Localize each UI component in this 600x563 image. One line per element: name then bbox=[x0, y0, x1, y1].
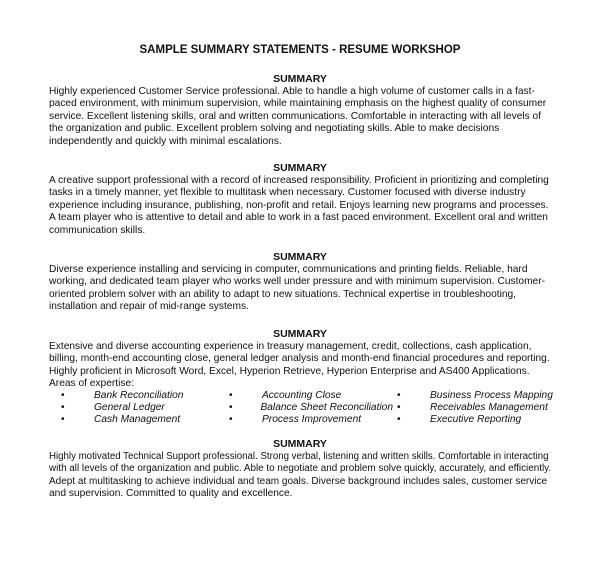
summary-heading: SUMMARY bbox=[273, 327, 327, 340]
bullet-icon: • bbox=[397, 390, 401, 402]
summary-heading: SUMMARY bbox=[273, 162, 327, 175]
summary-paragraph bbox=[49, 341, 551, 391]
summary-section bbox=[49, 251, 551, 314]
areas-label: Areas of expertise: bbox=[49, 377, 134, 389]
paragraph-line: with all levels of the organization and public. Able to negotiate and problem solve quickly, accurately, and efficiently. bbox=[49, 463, 552, 475]
expertise-label: Balance Sheet Reconciliation bbox=[260, 402, 393, 414]
bullet-icon: • bbox=[397, 402, 401, 414]
paragraph-line: Extensive and diverse accounting experience in treasury management, credit, collections, cash application, bbox=[49, 340, 532, 352]
paragraph-line: independently and quickly with minimal escalations. bbox=[49, 135, 282, 147]
bullet-icon: • bbox=[229, 413, 233, 425]
paragraph-line: billing, month-end accounting close, general ledger analysis and month-end financial procedures and reporting. bbox=[49, 353, 550, 365]
expertise-label: Accounting Close bbox=[262, 390, 342, 402]
bullet-icon: • bbox=[229, 390, 233, 402]
bullet-icon: • bbox=[229, 402, 233, 414]
paragraph-line: tasks in a timely manner, yet flexible to multitask when necessary. Customer focused with diverse industry bbox=[49, 187, 526, 199]
expertise-item bbox=[393, 414, 553, 426]
paragraph-line: communication skills. bbox=[49, 224, 146, 236]
paragraph-line: Highly motivated Technical Support professional. Strong verbal, listening and written skills. Comfortable in interacting bbox=[49, 450, 549, 462]
expertise-item bbox=[393, 390, 553, 402]
summary-section bbox=[49, 162, 551, 237]
summary-heading: SUMMARY bbox=[273, 251, 327, 264]
paragraph-line: A creative support professional with a record of increased responsibility. Proficient in prioritizing and completing bbox=[49, 175, 549, 187]
expertise-label: Bank Reconciliation bbox=[94, 390, 184, 402]
bullet-icon: • bbox=[61, 413, 65, 425]
expertise-item bbox=[225, 390, 393, 402]
bullet-icon: • bbox=[397, 413, 401, 425]
expertise-item bbox=[57, 402, 225, 414]
paragraph-line: A team player who is attentive to detail and able to work in a fast paced environment. Excellent oral and written bbox=[49, 212, 548, 224]
paragraph-line: paced environment, with minimum supervision, while maintaining emphasis on the highest quality of consumer bbox=[49, 98, 547, 110]
summary-section bbox=[49, 73, 551, 148]
expertise-label: General Ledger bbox=[94, 402, 165, 414]
summary-section bbox=[49, 438, 551, 501]
summary-heading: SUMMARY bbox=[273, 73, 327, 85]
summary-heading: SUMMARY bbox=[273, 437, 327, 450]
paragraph-line: working, and dedicated team player who works well under pressure and with minimum supervision. Customer- bbox=[49, 276, 546, 288]
expertise-label: Receivables Management bbox=[430, 402, 548, 414]
resume-document bbox=[0, 43, 600, 563]
expertise-label: Cash Management bbox=[94, 413, 181, 425]
paragraph-line: Highly experienced Customer Service professional. Able to handle a high volume of customer calls in a fast- bbox=[49, 86, 535, 97]
paragraph-line: Adept at multitasking to achieve individual and team goals. Diverse background includes sales, customer service bbox=[49, 475, 548, 487]
summary-section bbox=[49, 328, 551, 426]
bullet-icon: • bbox=[61, 390, 65, 402]
paragraph-line: service. Excellent listening skills, oral and written communications. Comfortable in interacting with all levels of bbox=[49, 110, 542, 122]
expertise-item bbox=[393, 402, 553, 414]
expertise-label: Business Process Mapping bbox=[430, 390, 553, 402]
expertise-label: Executive Reporting bbox=[430, 413, 522, 425]
areas-of-expertise-list bbox=[57, 390, 551, 425]
summary-paragraph bbox=[49, 264, 551, 314]
expertise-item bbox=[225, 402, 393, 414]
bullet-icon: • bbox=[61, 402, 65, 414]
paragraph-line: experience including insurance, publishing, non-profit and retail. Enjoys learning new programs and processes. bbox=[49, 199, 549, 211]
paragraph-line: and supervision. Committed to quality and excellence. bbox=[49, 487, 293, 499]
paragraph-line: installation and repair of mid-range systems. bbox=[49, 301, 249, 313]
paragraph-line: oriented problem solver with an ability to adapt to new situations. Technical expertise in troubleshooting, bbox=[49, 288, 517, 300]
document-title: SAMPLE SUMMARY STATEMENTS - RESUME WORKSHOP bbox=[139, 44, 461, 56]
summary-paragraph bbox=[49, 86, 551, 148]
summary-paragraph bbox=[49, 175, 551, 237]
paragraph-line: Diverse experience installing and servicing in computer, communications and printing fields. Reliable, hard bbox=[49, 264, 528, 276]
summary-paragraph bbox=[49, 451, 551, 501]
expertise-item bbox=[225, 414, 393, 426]
paragraph-line: the organization and public. Excellent problem solving and negotiating skills. Able to make decisions bbox=[49, 123, 500, 135]
expertise-label: Process Improvement bbox=[262, 413, 362, 425]
expertise-item bbox=[57, 414, 225, 426]
expertise-item bbox=[57, 390, 225, 402]
paragraph-line: Highly proficient in Microsoft Word, Excel, Hyperion Retrieve, Hyperion Enterprise and AS400 Applications. bbox=[49, 365, 530, 377]
